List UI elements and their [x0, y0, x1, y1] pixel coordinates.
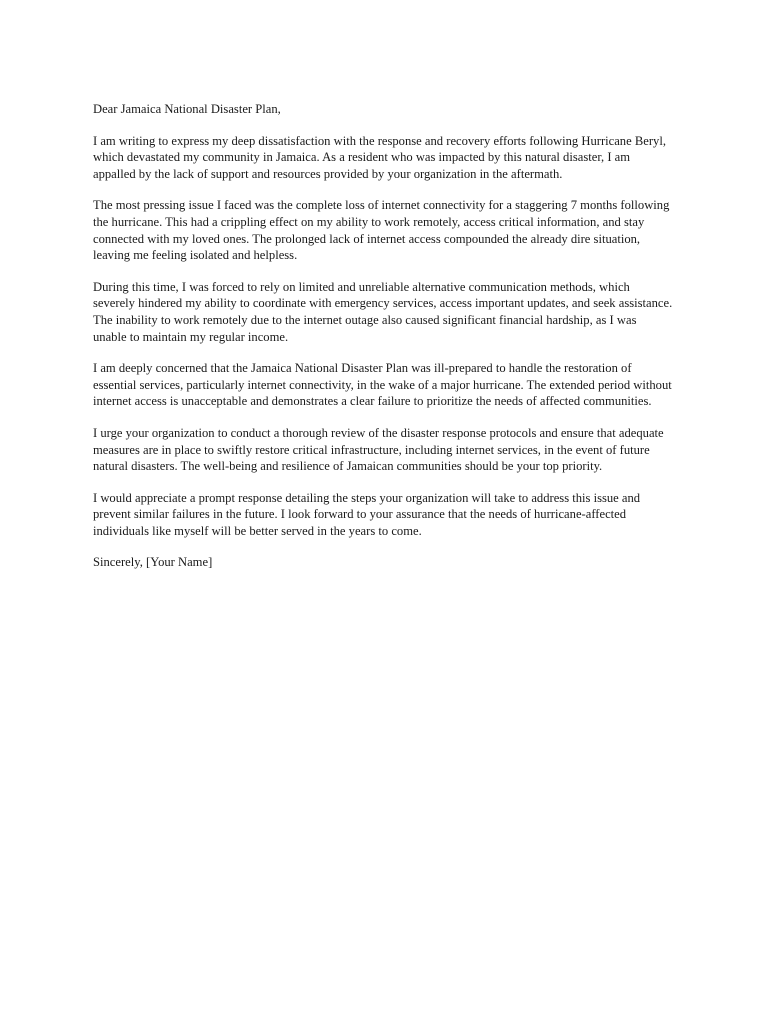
- paragraph-internet-loss: The most pressing issue I faced was the complete loss of internet connectivity for a staggering 7 months following the hurricane. This had a crippling effect on my ability to work remotely, access critical information, and stay connected with my loved ones. The prolonged lack of internet access compounded the already dire situation, leaving me feeling isolated and helpless.: [93, 198, 670, 263]
- paragraph-complaint-intro: I am writing to express my deep dissatisfaction with the response and recovery efforts following Hurricane Beryl, which devastated my community in Jamaica. As a resident who was impacted by this natural disaster, I am appalled by the lack of support and resources provided by your organization in the aftermath.: [93, 133, 666, 181]
- paragraph-review-request: I urge your organization to conduct a thorough review of the disaster response protocols and ensure that adequate measures are in place to swiftly restore critical infrastructure, including internet services, in the event of future natural disasters. The well-being and resilience of Jamaican communities should be your top priority.: [93, 425, 664, 474]
- closing-signature: Sincerely, [Your Name]: [93, 555, 213, 570]
- salutation: Dear Jamaica National Disaster Plan,: [93, 102, 281, 116]
- paragraph-communication-hardship: During this time, I was forced to rely on limited and unreliable alternative communication methods, which severely hindered my ability to coordinate with emergency services, access important updates, and seek assistance. The inability to work remotely due to the internet outage also caused significant financial hardship, as I was unable to maintain my regular income.: [93, 279, 673, 344]
- paragraph-preparedness-concern: I am deeply concerned that the Jamaica National Disaster Plan was ill-prepared to handle the restoration of essential services, particularly internet connectivity, in the wake of a major hurricane. The extended period without internet access is unacceptable and demonstrates a clear failure to prioritize the needs of affected communities.: [93, 361, 672, 409]
- paragraph-response-request: I would appreciate a prompt response detailing the steps your organization will take to address this issue and prevent similar failures in the future. I look forward to your assurance that the needs of hurricane-affected individuals like myself will be better served in the years to come.: [93, 490, 641, 538]
- letter-body: [93, 101, 673, 586]
